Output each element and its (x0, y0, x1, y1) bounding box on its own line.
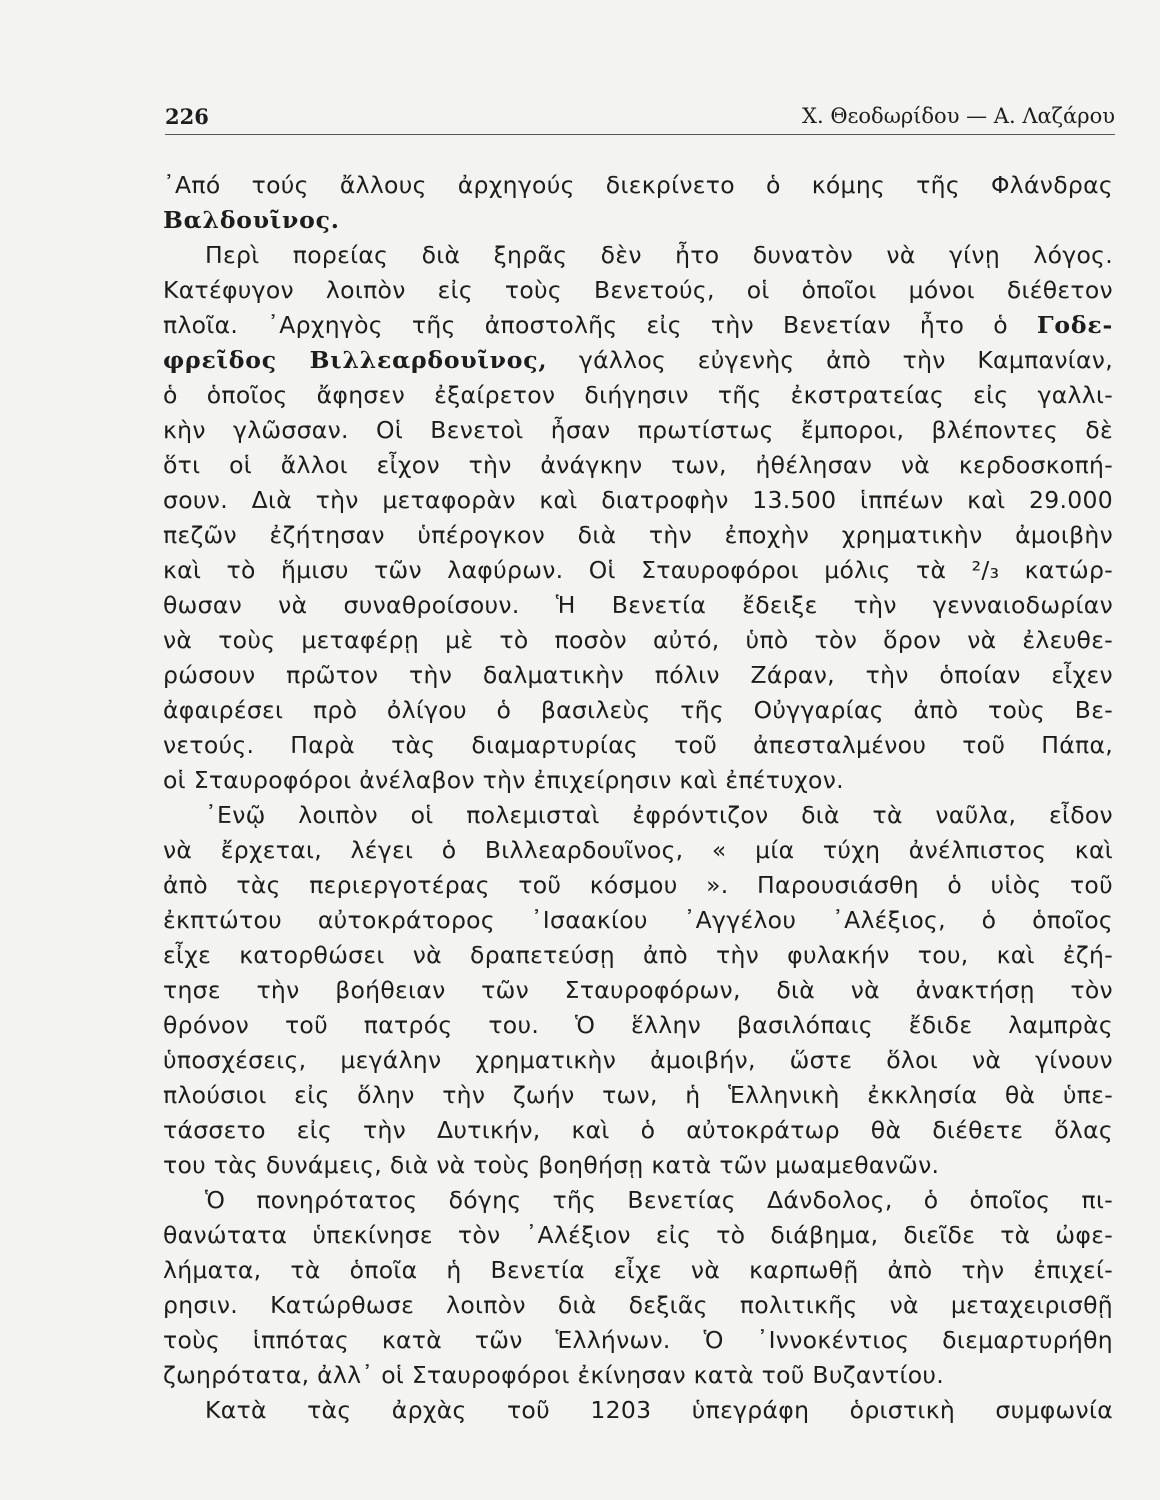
text-line: ρησιν. Κατώρθωσε λοιπὸν διὰ δεξιᾶς πολιτικῆς νὰ μεταχειρισθῇ (163, 1291, 1113, 1319)
text-segment: ᾿Από τούς ἄλλους ἀρχηγούς διεκρίνετο ὁ κόμης τῆς Φλάνδρας (163, 171, 1113, 199)
text-line: τοὺς ἱππότας κατὰ τῶν Ἑλλήνων. Ὁ ᾿Ιννοκέντιος διεμαρτυρήθη (163, 1326, 1113, 1354)
text-line: Κατὰ τὰς ἀρχὰς τοῦ 1203 ὑπεγράφη ὁριστικὴ συμφωνία (205, 1396, 1113, 1424)
text-line: νὰ ἔρχεται, λέγει ὁ Βιλλεαρδουῖνος, « μία τύχη ἀνέλπιστος καὶ (163, 836, 1113, 864)
text-line: κὴν γλῶσσαν. Οἱ Βενετοὶ ἦσαν πρωτίστως ἔμποροι, βλέποντες δὲ (163, 416, 1113, 444)
text-line: πλούσιοι εἰς ὅλην τὴν ζωήν των, ἡ Ἑλληνικὴ ἐκκλησία θὰ ὑπε- (163, 1081, 1113, 1109)
text-line: θρόνον τοῦ πατρός του. Ὁ ἕλλην βασιλόπαις ἔδιδε λαμπρὰς (163, 1011, 1113, 1039)
text-line: εἶχε κατορθώσει νὰ δραπετεύσῃ ἀπὸ τὴν φυλακήν του, καὶ ἐζή- (163, 941, 1113, 969)
text-line: ᾿Ενῷ λοιπὸν οἱ πολεμισταὶ ἐφρόντιζον διὰ τὰ ναῦλα, εἶδον (205, 801, 1113, 829)
text-line: ρώσουν πρῶτον τὴν δαλματικὴν πόλιν Ζάραν, τὴν ὁποίαν εἶχεν (163, 661, 1113, 689)
text-line: σουν. Διὰ τὴν μεταφορὰν καὶ διατροφὴν 13.500 ἱππέων καὶ 29.000 (163, 486, 1113, 514)
text-line: νὰ τοὺς μεταφέρῃ μὲ τὸ ποσὸν αὐτό, ὑπὸ τὸν ὅρον νὰ ἐλευθε- (163, 626, 1113, 654)
text-line: ἐκπτώτου αὐτοκράτορος ᾿Ισαακίου ᾿Αγγέλου ᾿Αλέξιος, ὁ ὁποῖος (163, 906, 1113, 934)
bold-name: Γοδε- (1036, 311, 1113, 339)
text-line (163, 343, 1113, 378)
text-line: πεζῶν ἐζήτησαν ὑπέρογκον διὰ τὴν ἐποχὴν χρηματικὴν ἀμοιβὴν (163, 521, 1113, 549)
text-line: καὶ τὸ ἥμισυ τῶν λαφύρων. Οἱ Σταυροφόροι μόλις τὰ ²/₃ κατώρ- (163, 556, 1113, 584)
text-line: του τὰς δυνάμεις, διὰ νὰ τοὺς βοηθήσῃ κατὰ τῶν μωαμεθανῶν. (163, 1151, 940, 1179)
text-line: Περὶ πορείας διὰ ξηρᾶς δὲν ἦτο δυνατὸν νὰ γίνῃ λόγος. (205, 241, 1113, 269)
text-line: ὅτι οἱ ἄλλοι εἶχον τὴν ἀνάγκην των, ἠθέλησαν νὰ κερδοσκοπή- (163, 451, 1113, 479)
text-line: τάσσετο εἰς τὴν Δυτικήν, καὶ ὁ αὐτοκράτωρ θὰ διέθετε ὅλας (163, 1116, 1113, 1144)
page-number: 226 (165, 104, 209, 129)
text-line: Κατέφυγον λοιπὸν εἰς τοὺς Βενετούς, οἱ ὁποῖοι μόνοι διέθετον (163, 276, 1113, 304)
text-line: ὁ ὁποῖος ἄφησεν ἐξαίρετον διήγησιν τῆς ἐκστρατείας εἰς γαλλι- (163, 381, 1113, 409)
text-line: θωσαν νὰ συναθροίσουν. Ἡ Βενετία ἔδειξε τὴν γενναιοδωρίαν (163, 591, 1113, 619)
bold-name: φρεῖδος Βιλλεαρδουῖνος, (163, 346, 548, 374)
text-line: ὑποσχέσεις, μεγάλην χρηματικὴν ἀμοιβήν, ὥστε ὅλοι νὰ γίνουν (163, 1046, 1113, 1074)
text-line: λήματα, τὰ ὁποῖα ἡ Βενετία εἶχε νὰ καρπωθῇ ἀπὸ τὴν ἐπιχεί- (163, 1256, 1113, 1284)
running-header (165, 104, 1115, 135)
text-segment: γάλλος εὐγενὴς ἀπὸ τὴν Καμπανίαν, (547, 346, 1113, 374)
body-text (163, 168, 1113, 1428)
bold-name: Βαλδουῖνος. (163, 206, 340, 234)
text-line: οἱ Σταυροφόροι ἀνέλαβον τὴν ἐπιχείρησιν καὶ ἐπέτυχον. (163, 766, 844, 794)
text-line (163, 168, 1113, 203)
text-line: ζωηρότατα, ἀλλ᾿ οἱ Σταυροφόροι ἐκίνησαν κατὰ τοῦ Βυζαντίου. (163, 1361, 945, 1389)
running-head-authors: Χ. Θεοδωρίδου — Α. Λαζάρου (802, 104, 1115, 128)
text-line: Ὁ πονηρότατος δόγης τῆς Βενετίας Δάνδολος, ὁ ὁποῖος πι- (205, 1186, 1113, 1214)
text-line (163, 308, 1113, 343)
text-line (163, 203, 1113, 238)
text-line: θανώτατα ὑπεκίνησε τὸν ᾿Αλέξιον εἰς τὸ διάβημα, διεῖδε τὰ ὠφε- (163, 1221, 1113, 1249)
text-line: ἀφαιρέσει πρὸ ὀλίγου ὁ βασιλεὺς τῆς Οὐγγαρίας ἀπὸ τοὺς Βε- (163, 696, 1113, 724)
text-line: νετούς. Παρὰ τὰς διαμαρτυρίας τοῦ ἀπεσταλμένου τοῦ Πάπα, (163, 731, 1113, 759)
text-segment: πλοῖα. ᾿Αρχηγὸς τῆς ἀποστολῆς εἰς τὴν Βενετίαν ἦτο ὁ (163, 311, 1037, 339)
text-line: ἀπὸ τὰς περιεργοτέρας τοῦ κόσμου ». Παρουσιάσθη ὁ υἱὸς τοῦ (163, 871, 1113, 899)
text-line: τησε τὴν βοήθειαν τῶν Σταυροφόρων, διὰ νὰ ἀνακτήσῃ τὸν (163, 976, 1113, 1004)
